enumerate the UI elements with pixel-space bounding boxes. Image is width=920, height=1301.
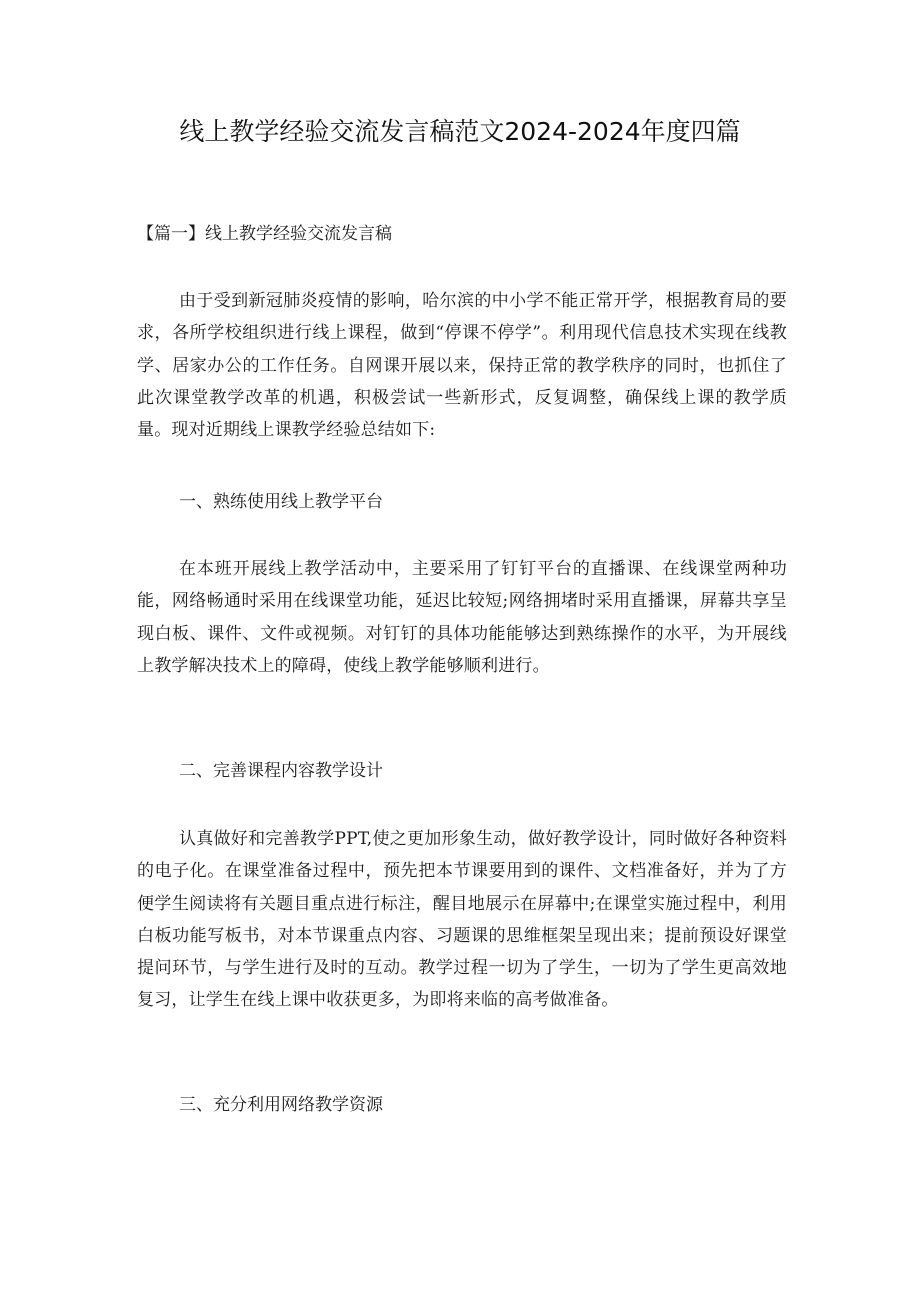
section-heading-2: 二、完善课程内容教学设计: [179, 761, 383, 781]
section-heading-3: 三、充分利用网络教学资源: [179, 1095, 383, 1115]
document-title: 线上教学经验交流发言稿范文2024-2024年度四篇: [179, 117, 741, 146]
section-label: 【篇一】线上教学经验交流发言稿: [137, 224, 392, 244]
intro-paragraph: 由于受到新冠肺炎疫情的影响，哈尔滨的中小学不能正常开学，根据教育局的要求，各所学校组织进行线上课程，做到“停课不停学”。利用现代信息技术实现在线教学、居家办公的工作任务。自网课开展以来，保持正常的教学秩序的同时，也抓住了此次课堂教学改革的机遇，积极尝试一些新形式，反复调整，确保线上课的教学质量。现对近期线上课教学经验总结如下:: [137, 291, 787, 441]
section-heading-1: 一、熟练使用线上教学平台: [179, 492, 383, 512]
section-body-2: 认真做好和完善教学PPT,使之更加形象生动，做好教学设计，同时做好各种资料的电子化。在课堂准备过程中，预先把本节课要用到的课件、文档准备好，并为了方便学生阅读将有关题目重点进行标注，醒目地展示在屏幕中;在课堂实施过程中，利用白板功能写板书，对本节课重点内容、习题课的思维框架呈现出来；提前预设好课堂提问环节，与学生进行及时的互动。教学过程一切为了学生，一切为了学生更高效地复习，让学生在线上课中收获更多，为即将来临的高考做准备。: [137, 829, 787, 1011]
section-body-1: 在本班开展线上教学活动中，主要采用了钉钉平台的直播课、在线课堂两种功能，网络畅通时采用在线课堂功能，延迟比较短;网络拥堵时采用直播课，屏幕共享呈现白板、课件、文件或视频。对钉钉的具体功能能够达到熟练操作的水平，为开展线上教学解决技术上的障碍，使线上教学能够顺利进行。: [137, 559, 787, 676]
